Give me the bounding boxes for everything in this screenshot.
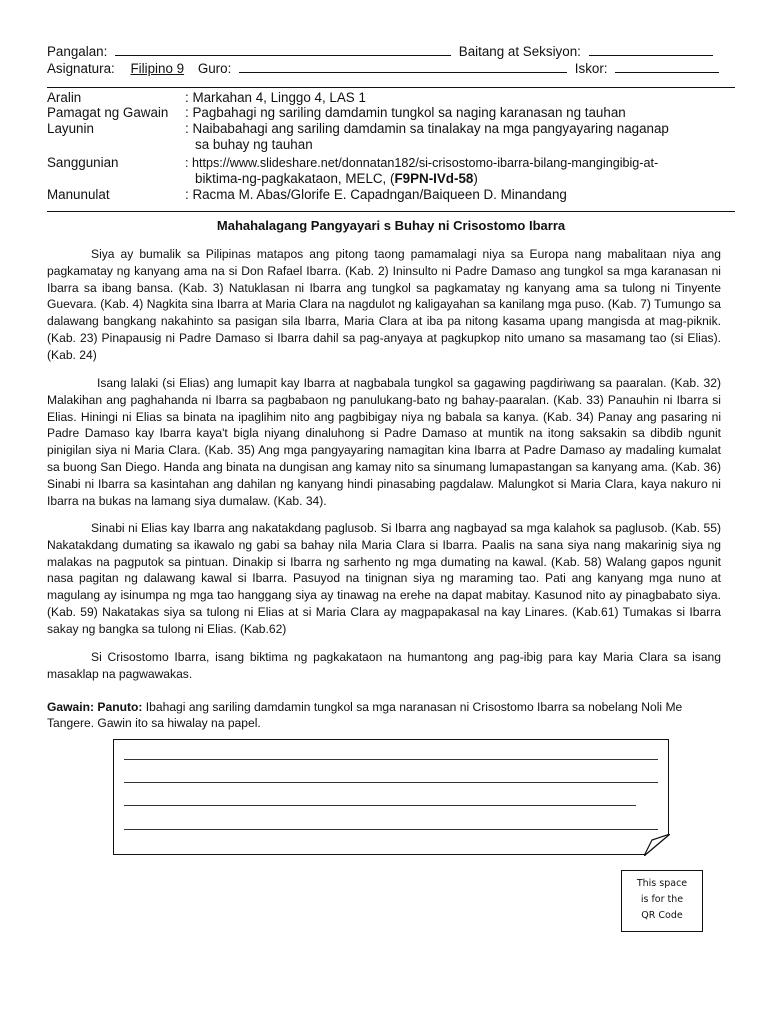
reference-link[interactable]: : https://www.slideshare.net/donnatan182/si-crisostomo-ibarra-bilang-mangingibig-at- <box>185 156 659 170</box>
meta-label: Layunin <box>47 121 94 136</box>
page-curl-icon <box>644 834 670 856</box>
meta-value: : Pagbahagi ng sariling damdamin tungkol sa naging karanasan ng tauhan <box>185 105 626 120</box>
teacher-field[interactable] <box>239 60 567 73</box>
qr-note-line: This space <box>636 878 688 889</box>
qr-code-placeholder <box>621 870 703 932</box>
paragraph-3: Sinabi ni Elias kay Ibarra ang nakatakdang paglusob. Si Ibarra ang nagbayad sa mga kalahok sa paglusob. (Kab. 55) Nakatakdang dumating sa ikawalo ng gabi sa bahay nila Maria Clara si Ibarra. Paalis na sana siya nang makarinig siya ng malakas na pagputok sa pintuan. Dinakip si Ibarra ng sarhento ng mga dumating na kawal. (Kab. 58) Walang gapos ngunit nasa pagitan ng dalawang kawal si Ibarra. Pasuyod na tinignan siya ng maraming tao. Pati ang kanyang mga nuno at magulang ay isinumpa ng mga tao hanggang siya ay tinawag na erehe na dapat mabitay. Kasunod nito ay pinagbabato siya. (Kab. 59) Nakatakas siya sa tulong ni Elias at si Maria Clara ay magpapakasal na kay Linares. (Kab.61) Tumakas si Ibarra sakay ng bangka sa tulong ni Elias. (Kab.62) <box>47 521 721 636</box>
meta-label: Aralin <box>47 90 82 105</box>
meta-label: Sanggunian <box>47 155 119 170</box>
meta-value: : Racma M. Abas/Glorife E. Capadngan/Baiqueen D. Minandang <box>185 187 567 202</box>
name-line <box>47 43 713 59</box>
top-rule <box>47 87 735 88</box>
meta-value: : Naibabahagi ang sariling damdamin sa tinalakay na mga pangyayaring naganap <box>185 121 669 136</box>
meta-value: : Markahan 4, Linggo 4, LAS 1 <box>185 90 366 105</box>
subject-value: Filipino 9 <box>130 61 185 76</box>
subject-line <box>47 60 719 76</box>
name-field[interactable] <box>115 43 451 56</box>
answer-box[interactable] <box>113 739 669 855</box>
score-field[interactable] <box>615 60 719 73</box>
activity-instructions <box>47 699 721 731</box>
qr-note-line: is for the <box>640 894 684 905</box>
qr-note-line: QR Code <box>641 910 683 921</box>
paragraph-4: Si Crisostomo Ibarra, isang biktima ng pagkakataon na humantong ang pag-ibig para kay Maria Clara sa isang masaklap na pagwawakas. <box>47 650 721 681</box>
meta-label: Manunulat <box>47 187 110 202</box>
answer-line[interactable] <box>124 759 658 760</box>
meta-value-cont <box>195 171 740 187</box>
answer-line[interactable] <box>124 805 636 806</box>
mid-rule <box>47 211 735 212</box>
activity-text: Ibahagi ang sariling damdamin tungkol sa mga naranasan ni Crisostomo Ibarra sa nobelang Noli Me Tangere. Gawin ito sa hiwalay na papel. <box>47 700 683 731</box>
activity-label: Gawain: Panuto: <box>47 700 143 714</box>
grade-label: Baitang at Seksiyon: <box>458 44 581 59</box>
name-label: Pangalan: <box>47 44 108 59</box>
answer-line[interactable] <box>124 829 658 830</box>
answer-line[interactable] <box>124 782 658 783</box>
meta-label: Pamagat ng Gawain <box>47 105 169 120</box>
score-label: Iskor: <box>574 61 608 76</box>
competency-code: F9PN-IVd-58 <box>394 171 474 186</box>
section-title: Mahahalagang Pangyayari s Buhay ni Crisostomo Ibarra <box>216 218 566 233</box>
paragraph-1: Siya ay bumalik sa Pilipinas matapos ang pitong taong pamamalagi niya sa Europa nang mabalitaan niya ang pagkamatay ng kanyang ama na si Don Rafael Ibarra. (Kab. 2) Ininsulto ni Padre Damaso ang tungkol sa mga karanasan ni Ibarra sa ibang bansa. (Kab. 3) Natuklasan ni Ibarra ang tungkol sa pagkamatay ng kanyang ama sa tulong ni Tinyente Guevara. (Kab. 4) Nagkita sina Ibarra at Maria Clara na nagdulot ng kaligayahan sa kanilang mga puso. (Kab. 7) Tumungo sa dalawang bangkang nakahinto sa pasigan sila Ibarra, Maria Clara at iba pa nitong kasama upang mangisda at mag-piknik. (Kab. 23) Pinapausig ni Padre Damaso si Ibarra dahil sa pag-anyaya at pagkupkop nito umano sa masamang tao (si Elias). (Kab. 24) <box>47 247 721 362</box>
paragraph-2: Isang lalaki (si Elias) ang lumapit kay Ibarra at nagbabala tungkol sa gagawing pagdiriwang sa paaralan. (Kab. 32) Malakihan ang paghahanda ni Ibarra sa pagbabaon ng panulukang-bato ng bahay-paaralan. (Kab. 33) Panauhin ni Ibarra si Elias. Hiningi ni Elias sa binata na ipaglihim nito ang pagbibigay niya ng babala sa kanya. (Kab. 34) Panay ang pasaring ni Padre Damaso kay Ibarra kaya't bigla niyang dinaluhong si Padre Damaso at muntik na itong saksakin sa dibdib ngunit pinigilan siya ni Maria Clara. (Kab. 35) Ang mga pangyayaring namagitan kina Ibarra at Padre Damaso ay madaling kumalat sa buong San Diego. Handa ang binata na dungisan ang kamay nito sa sinumang lumapastangan sa kanyang ama. (Kab. 36) Sinabi ni Ibarra sa kasintahan ang dahilan ng kanyang hindi pinasabing pagdalaw. Malungkot si Maria Clara, kaya nakuro ni Ibarra na bukas na lamang siya dumalaw. (Kab. 34). <box>47 376 721 508</box>
subject-label: Asignatura: <box>47 61 115 76</box>
meta-value-cont: sa buhay ng tauhan <box>195 137 313 152</box>
teacher-label: Guro: <box>197 61 232 76</box>
reference-close: ) <box>473 171 478 186</box>
grade-field[interactable] <box>589 43 713 56</box>
reference-tail: biktima-ng-pagkakataon, MELC, ( <box>195 171 395 186</box>
